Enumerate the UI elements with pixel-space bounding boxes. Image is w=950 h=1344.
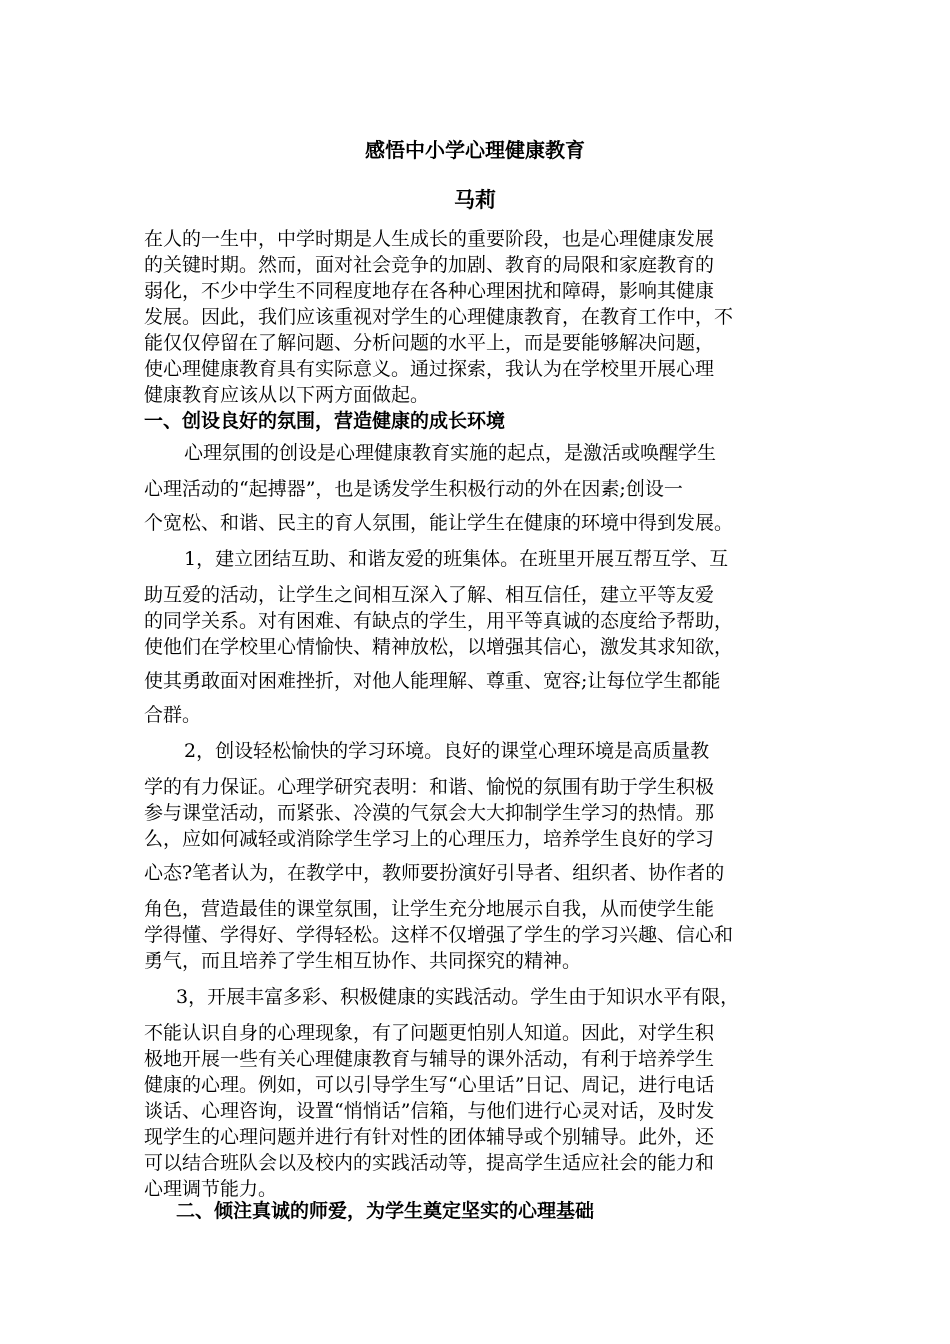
body-line: 参与课堂活动，而紧张、冷漠的气氛会大大抑制学生学习的热情。那 (144, 802, 715, 824)
body-line: 使心理健康教育具有实际意义。通过探索，我认为在学校里开展心理 (144, 358, 715, 380)
body-line: 心理氛围的创设是心理健康教育实施的起点，是激活或唤醒学生 (184, 442, 717, 464)
body-line: 使其勇敢面对困难挫折，对他人能理解、尊重、宽容;让每位学生都能 (144, 670, 721, 692)
body-line: 使他们在学校里心情愉快、精神放松，以增强其信心，激发其求知欲， (144, 636, 734, 658)
body-line: 心理调节能力。 (144, 1178, 278, 1200)
body-line: 心理活动的“起搏器”，也是诱发学生积极行动的外在因素;创设一 (144, 478, 683, 500)
body-line: 勇气，而且培养了学生相互协作、共同探究的精神。 (144, 950, 582, 972)
body-line: 1，建立团结互助、和谐友爱的班集体。在班里开展互帮互学、互 (184, 548, 729, 570)
body-line: 健康的心理。例如，可以引导学生写“心里话”日记、周记，进行电话 (144, 1074, 715, 1096)
body-line: 角色，营造最佳的课堂氛围，让学生充分地展示自我，从而使学生能 (144, 898, 715, 920)
body-line: 么，应如何减轻或消除学生学习上的心理压力，培养学生良好的学习 (144, 828, 715, 850)
body-line: 助互爱的活动，让学生之间相互深入了解、相互信任，建立平等友爱 (144, 584, 715, 606)
body-line: 能仅仅停留在了解问题、分析问题的水平上，而是要能够解决问题， (144, 332, 715, 354)
body-line: 学得懂、学得好、学得轻松。这样不仅增强了学生的学习兴趣、信心和 (144, 924, 734, 946)
body-line: 健康教育应该从以下两方面做起。 (144, 384, 430, 406)
body-line: 现学生的心理问题并进行有针对性的团体辅导或个别辅导。此外，还 (144, 1126, 715, 1148)
body-line: 可以结合班队会以及校内的实践活动等，提高学生适应社会的能力和 (144, 1152, 715, 1174)
body-line: 弱化，不少中学生不同程度地存在各种心理困扰和障碍，影响其健康 (144, 280, 715, 302)
document-author: 马莉 (454, 188, 496, 212)
body-line: 合群。 (144, 704, 202, 726)
body-line: 的同学关系。对有困难、有缺点的学生，用平等真诚的态度给予帮助， (144, 610, 734, 632)
body-line: 2，创设轻松愉快的学习环境。良好的课堂心理环境是高质量教 (184, 740, 710, 762)
section-heading: 二、倾注真诚的师爱，为学生奠定坚实的心理基础 (176, 1200, 595, 1222)
body-line: 不能认识自身的心理现象，有了问题更怕别人知道。因此，对学生积 (144, 1022, 715, 1044)
body-line: 谈话、心理咨询，设置“悄悄话”信箱，与他们进行心灵对话，及时发 (144, 1100, 715, 1122)
body-line: 的关键时期。然而，面对社会竞争的加剧、教育的局限和家庭教育的 (144, 254, 715, 276)
body-line: 学的有力保证。心理学研究表明：和谐、愉悦的氛围有助于学生积极 (144, 776, 715, 798)
body-line: 心态?笔者认为，在教学中，教师要扮演好引导者、组织者、协作者的 (144, 862, 725, 884)
document-title: 感悟中小学心理健康教育 (365, 138, 585, 162)
body-line: 发展。因此，我们应该重视对学生的心理健康教育，在教育工作中，不 (144, 306, 734, 328)
body-line: 极地开展一些有关心理健康教育与辅导的课外活动，有利于培养学生 (144, 1048, 715, 1070)
body-line: 3，开展丰富多彩、积极健康的实践活动。学生由于知识水平有限， (176, 986, 740, 1008)
body-line: 个宽松、和谐、民主的育人氛围，能让学生在健康的环境中得到发展。 (144, 512, 734, 534)
body-line: 在人的一生中，中学时期是人生成长的重要阶段，也是心理健康发展 (144, 228, 715, 250)
section-heading: 一、创设良好的氛围，营造健康的成长环境 (144, 410, 506, 432)
